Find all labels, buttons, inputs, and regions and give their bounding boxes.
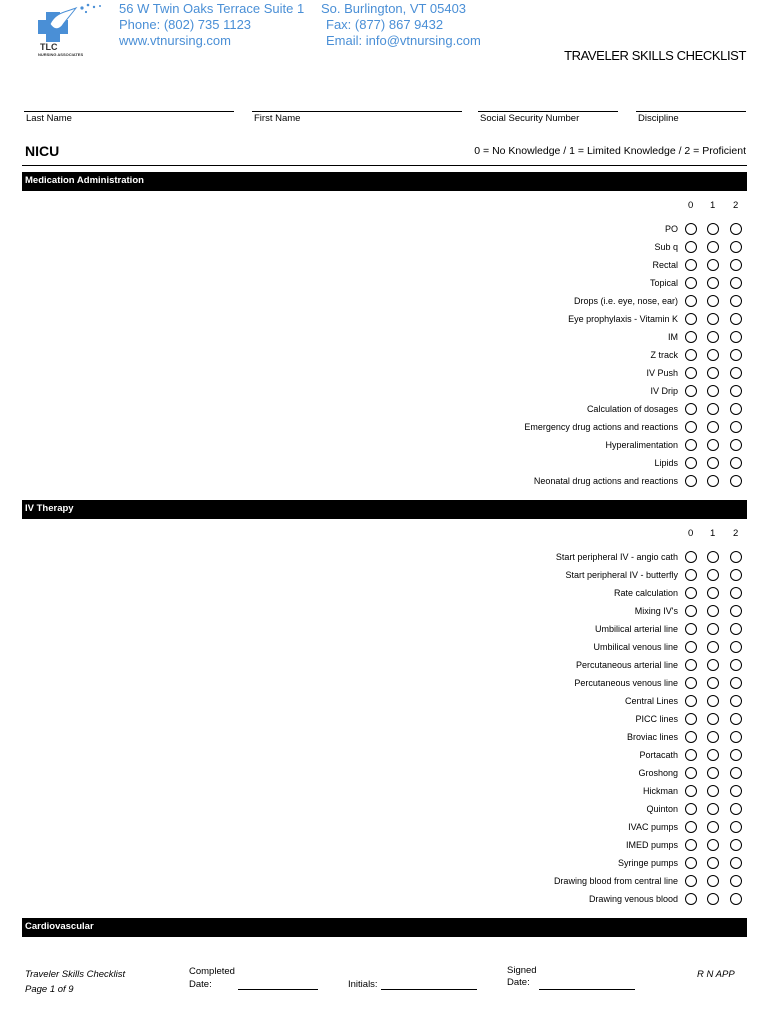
rating-radio-1[interactable]: [707, 893, 719, 905]
rating-radio-1[interactable]: [707, 875, 719, 887]
form-title: TRAVELER SKILLS CHECKLIST: [564, 48, 746, 63]
col-head-1: 1: [710, 200, 716, 211]
checklist-row: [0, 603, 770, 621]
section-bar-iv-therapy: [22, 500, 747, 519]
rating-radio-1[interactable]: [707, 749, 719, 761]
checklist-row: [0, 621, 770, 639]
rating-radio-2[interactable]: [730, 587, 742, 599]
rating-radio-2[interactable]: [730, 457, 742, 469]
skill-label: Syringe pumps: [617, 858, 678, 868]
rating-radio-0[interactable]: [685, 659, 697, 671]
skill-label: Percutaneous arterial line: [575, 660, 678, 670]
skill-label: Portacath: [639, 750, 678, 760]
rating-radio-0[interactable]: [685, 349, 697, 361]
rating-radio-1[interactable]: [707, 241, 719, 253]
rating-radio-0[interactable]: [685, 749, 697, 761]
checklist-row: [0, 257, 770, 275]
checklist-row: [0, 365, 770, 383]
rating-radio-1[interactable]: [707, 785, 719, 797]
rating-radio-1[interactable]: [707, 713, 719, 725]
rating-radio-0[interactable]: [685, 295, 697, 307]
skill-label: Topical: [649, 278, 678, 288]
skill-label: Z track: [650, 350, 678, 360]
col-head-2: 2: [733, 528, 739, 539]
checklist-row: [0, 401, 770, 419]
rating-radio-0[interactable]: [685, 641, 697, 653]
rating-radio-1[interactable]: [707, 695, 719, 707]
rating-radio-1[interactable]: [707, 259, 719, 271]
rating-radio-0[interactable]: [685, 875, 697, 887]
skill-label: Percutaneous venous line: [574, 678, 678, 688]
skill-label: PO: [664, 224, 678, 234]
rating-radio-2[interactable]: [730, 623, 742, 635]
checklist-row: [0, 891, 770, 909]
checklist-row: [0, 293, 770, 311]
checklist-row: [0, 419, 770, 437]
rating-radio-2[interactable]: [730, 749, 742, 761]
section-title: Cardiovascular: [25, 921, 94, 932]
address-line: 56 W Twin Oaks Terrace Suite 1: [119, 1, 305, 16]
checklist-row: [0, 873, 770, 891]
checklist-row: [0, 675, 770, 693]
rating-radio-0[interactable]: [685, 241, 697, 253]
checklist-row: [0, 347, 770, 365]
footer-completed-date-label: Date:: [189, 979, 212, 990]
rating-radio-1[interactable]: [707, 367, 719, 379]
col-head-2: 2: [733, 200, 739, 211]
rating-radio-2[interactable]: [730, 659, 742, 671]
rating-radio-1[interactable]: [707, 421, 719, 433]
rating-radio-1[interactable]: [707, 605, 719, 617]
rating-radio-0[interactable]: [685, 731, 697, 743]
rating-radio-1[interactable]: [707, 475, 719, 487]
rating-radio-0[interactable]: [685, 821, 697, 833]
rating-radio-2[interactable]: [730, 403, 742, 415]
footer-signed-date-label: Date:: [507, 977, 530, 988]
skill-label: Emergency drug actions and reactions: [524, 422, 678, 432]
rating-radio-1[interactable]: [707, 439, 719, 451]
checklist-row: [0, 567, 770, 585]
rating-radio-2[interactable]: [730, 857, 742, 869]
rating-radio-0[interactable]: [685, 839, 697, 851]
checklist-row: [0, 855, 770, 873]
skill-label: Hickman: [642, 786, 678, 796]
rating-radio-1[interactable]: [707, 331, 719, 343]
col-head-0: 0: [688, 200, 694, 211]
rating-radio-1[interactable]: [707, 857, 719, 869]
rating-radio-1[interactable]: [707, 767, 719, 779]
rating-radio-2[interactable]: [730, 475, 742, 487]
rating-radio-1[interactable]: [707, 587, 719, 599]
checklist-row: [0, 329, 770, 347]
checklist-row: [0, 801, 770, 819]
email-link[interactable]: Email: info@vtnursing.com: [326, 33, 481, 48]
rating-radio-1[interactable]: [707, 349, 719, 361]
checklist-row: [0, 693, 770, 711]
skill-label: PICC lines: [635, 714, 678, 724]
rating-radio-2[interactable]: [730, 695, 742, 707]
rating-radio-1[interactable]: [707, 839, 719, 851]
rating-radio-0[interactable]: [685, 367, 697, 379]
city-line: So. Burlington, VT 05403: [321, 1, 467, 16]
rating-radio-0[interactable]: [685, 605, 697, 617]
rating-radio-2[interactable]: [730, 551, 742, 563]
footer-completed-label: Completed: [189, 966, 235, 977]
checklist-row: [0, 657, 770, 675]
rating-radio-0[interactable]: [685, 331, 697, 343]
rating-radio-2[interactable]: [730, 349, 742, 361]
checklist-row: [0, 783, 770, 801]
rating-radio-0[interactable]: [685, 421, 697, 433]
rating-radio-1[interactable]: [707, 403, 719, 415]
checklist-row: [0, 455, 770, 473]
skill-label: Quinton: [646, 804, 678, 814]
rating-radio-2[interactable]: [730, 839, 742, 851]
checklist-row: [0, 239, 770, 257]
ssn-line[interactable]: [478, 111, 618, 112]
skill-label: Umbilical arterial line: [594, 624, 678, 634]
skill-label: IM: [668, 332, 678, 342]
rating-radio-2[interactable]: [730, 713, 742, 725]
checklist-row: [0, 383, 770, 401]
rating-radio-2[interactable]: [730, 875, 742, 887]
rating-radio-1[interactable]: [707, 295, 719, 307]
skill-label: Drawing blood from central line: [553, 876, 678, 886]
rating-radio-1[interactable]: [707, 821, 719, 833]
col-head-0: 0: [688, 528, 694, 539]
discipline-label: Discipline: [638, 113, 679, 124]
skill-label: Calculation of dosages: [586, 404, 678, 414]
rating-radio-0[interactable]: [685, 277, 697, 289]
skill-label: Central Lines: [624, 696, 678, 706]
section-title: Medication Administration: [25, 175, 144, 186]
checklist-row: [0, 819, 770, 837]
checklist-row: [0, 221, 770, 239]
rating-radio-2[interactable]: [730, 385, 742, 397]
phone-number: Phone: (802) 735 1123: [119, 17, 252, 32]
rating-radio-2[interactable]: [730, 241, 742, 253]
skill-label: Rectal: [652, 260, 678, 270]
footer-doc-name: Traveler Skills Checklist: [25, 969, 126, 980]
ssn-label: Social Security Number: [480, 113, 580, 124]
rating-radio-2[interactable]: [730, 331, 742, 343]
rating-radio-0[interactable]: [685, 713, 697, 725]
checklist-row: [0, 711, 770, 729]
skill-label: IV Push: [646, 368, 678, 378]
skill-label: Mixing IV's: [634, 606, 678, 616]
rating-radio-0[interactable]: [685, 223, 697, 235]
rating-radio-0[interactable]: [685, 893, 697, 905]
section-bar-medication: [22, 172, 747, 191]
rating-radio-0[interactable]: [685, 587, 697, 599]
rating-radio-2[interactable]: [730, 803, 742, 815]
rating-radio-1[interactable]: [707, 313, 719, 325]
rating-radio-2[interactable]: [730, 605, 742, 617]
rating-radio-2[interactable]: [730, 277, 742, 289]
rating-radio-0[interactable]: [685, 677, 697, 689]
rating-radio-0[interactable]: [685, 457, 697, 469]
section-bar-cardiovascular: [22, 918, 747, 937]
footer-page-number: Page 1 of 9: [25, 984, 74, 995]
footer-signed-label: Signed: [507, 965, 537, 976]
last-name-line[interactable]: [24, 111, 234, 112]
completed-date-line[interactable]: [238, 989, 318, 990]
skill-label: Start peripheral IV - butterfly: [565, 570, 678, 580]
skill-label: Umbilical venous line: [593, 642, 678, 652]
rating-radio-2[interactable]: [730, 367, 742, 379]
rating-radio-0[interactable]: [685, 857, 697, 869]
unit-heading: NICU: [25, 143, 60, 159]
rating-radio-2[interactable]: [730, 821, 742, 833]
checklist-row: [0, 639, 770, 657]
skill-label: Broviac lines: [626, 732, 678, 742]
logo-text: TLC: [40, 42, 58, 52]
discipline-line[interactable]: [636, 111, 746, 112]
last-name-label: Last Name: [26, 113, 72, 124]
skill-label: Rate calculation: [613, 588, 678, 598]
checklist-row: [0, 585, 770, 603]
first-name-label: First Name: [254, 113, 301, 124]
rating-radio-1[interactable]: [707, 569, 719, 581]
checklist-row: [0, 837, 770, 855]
rating-radio-1[interactable]: [707, 659, 719, 671]
rating-radio-0[interactable]: [685, 623, 697, 635]
checklist-row: [0, 437, 770, 455]
section-title: IV Therapy: [25, 503, 74, 514]
skill-label: Neonatal drug actions and reactions: [533, 476, 678, 486]
first-name-line[interactable]: [252, 111, 462, 112]
rating-radio-2[interactable]: [730, 785, 742, 797]
checklist-row: [0, 747, 770, 765]
footer-form-code: R N APP: [697, 969, 735, 980]
skill-label: Drawing venous blood: [588, 894, 678, 904]
skill-label: Drops (i.e. eye, nose, ear): [573, 296, 678, 306]
rating-radio-0[interactable]: [685, 569, 697, 581]
logo-subtext: NURSING ASSOCIATES: [38, 52, 84, 57]
checklist-row: [0, 549, 770, 567]
scale-legend: 0 = No Knowledge / 1 = Limited Knowledge / 2 = Proficient: [474, 145, 746, 157]
rating-radio-1[interactable]: [707, 385, 719, 397]
rating-radio-1[interactable]: [707, 641, 719, 653]
skill-label: Hyperalimentation: [605, 440, 678, 450]
signed-date-line[interactable]: [539, 989, 635, 990]
checklist-row: [0, 311, 770, 329]
skill-label: Sub q: [654, 242, 678, 252]
checklist-row: [0, 729, 770, 747]
website-link[interactable]: www.vtnursing.com: [119, 33, 231, 48]
rating-radio-2[interactable]: [730, 731, 742, 743]
rating-radio-0[interactable]: [685, 313, 697, 325]
checklist-row: [0, 275, 770, 293]
rating-radio-1[interactable]: [707, 277, 719, 289]
rating-radio-0[interactable]: [685, 439, 697, 451]
rating-radio-0[interactable]: [685, 475, 697, 487]
rating-radio-0[interactable]: [685, 385, 697, 397]
rating-radio-2[interactable]: [730, 295, 742, 307]
checklist-row: [0, 765, 770, 783]
rating-radio-2[interactable]: [730, 313, 742, 325]
rating-radio-2[interactable]: [730, 439, 742, 451]
rating-radio-2[interactable]: [730, 569, 742, 581]
rating-radio-1[interactable]: [707, 457, 719, 469]
col-head-1: 1: [710, 528, 716, 539]
initials-line[interactable]: [381, 989, 477, 990]
rating-radio-0[interactable]: [685, 767, 697, 779]
rating-radio-0[interactable]: [685, 695, 697, 707]
rating-radio-2[interactable]: [730, 223, 742, 235]
skill-label: IMED pumps: [625, 840, 678, 850]
rating-radio-2[interactable]: [730, 259, 742, 271]
rating-radio-2[interactable]: [730, 893, 742, 905]
rating-radio-0[interactable]: [685, 785, 697, 797]
rating-radio-2[interactable]: [730, 767, 742, 779]
rating-radio-0[interactable]: [685, 403, 697, 415]
rating-radio-1[interactable]: [707, 677, 719, 689]
fax-number: Fax: (877) 867 9432: [326, 17, 444, 32]
skill-label: IV Drip: [650, 386, 678, 396]
rating-radio-0[interactable]: [685, 259, 697, 271]
company-logo: [36, 2, 111, 60]
rating-radio-0[interactable]: [685, 803, 697, 815]
rating-radio-1[interactable]: [707, 731, 719, 743]
rating-radio-1[interactable]: [707, 223, 719, 235]
unit-divider: [22, 165, 747, 166]
skill-label: Eye prophylaxis - Vitamin K: [568, 314, 678, 324]
footer-initials-label: Initials:: [348, 979, 378, 990]
skill-label: Lipids: [654, 458, 678, 468]
checklist-row: [0, 473, 770, 491]
rating-radio-1[interactable]: [707, 551, 719, 563]
rating-radio-2[interactable]: [730, 641, 742, 653]
rating-radio-1[interactable]: [707, 803, 719, 815]
rating-radio-0[interactable]: [685, 551, 697, 563]
rating-radio-2[interactable]: [730, 677, 742, 689]
skill-label: Start peripheral IV - angio cath: [555, 552, 678, 562]
rating-radio-1[interactable]: [707, 623, 719, 635]
skill-label: Groshong: [638, 768, 678, 778]
rating-radio-2[interactable]: [730, 421, 742, 433]
skill-label: IVAC pumps: [628, 822, 678, 832]
